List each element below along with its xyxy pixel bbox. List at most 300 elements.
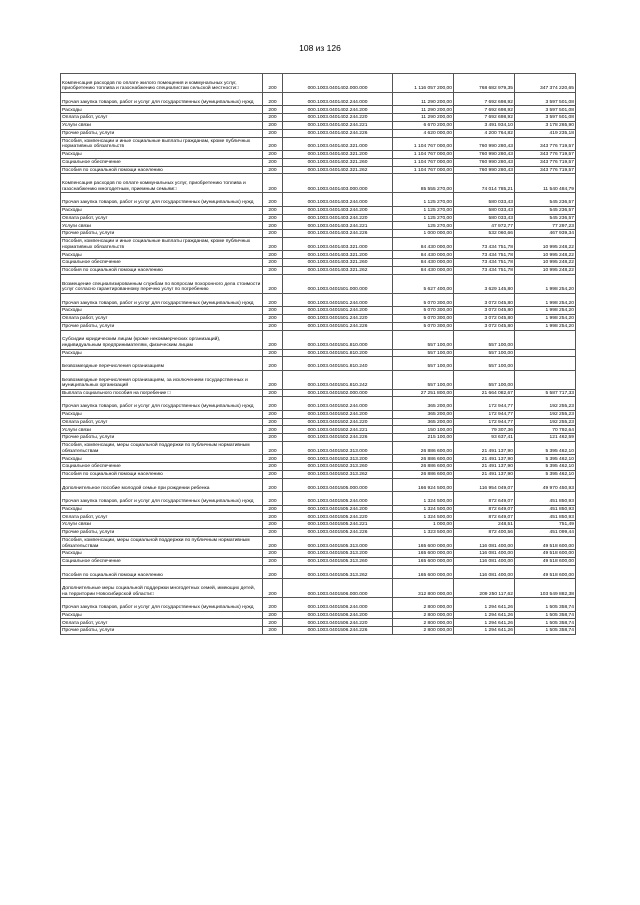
row-code-cell: 200 xyxy=(263,193,283,206)
row-executed-sum-cell: 760 990 280,43 xyxy=(454,150,515,158)
table-row xyxy=(61,471,576,479)
row-executed-sum-cell: 116 081 400,00 xyxy=(454,565,515,578)
row-approved-sum-cell: 1 323 500,00 xyxy=(393,529,454,537)
row-executed-sum-cell: 47 972,77 xyxy=(454,222,515,230)
row-classification-code-cell: 000.1003.0401502.313.200 xyxy=(283,455,393,463)
table-row xyxy=(61,418,576,426)
table-row xyxy=(61,206,576,214)
row-executed-sum-cell: 7 692 698,92 xyxy=(454,114,515,122)
row-code-cell: 200 xyxy=(263,174,283,193)
row-code-cell: 200 xyxy=(263,166,283,174)
row-code-cell: 200 xyxy=(263,114,283,122)
row-unexecuted-sum-cell: 1 998 254,20 xyxy=(515,314,576,322)
table-row xyxy=(61,266,576,274)
row-classification-code-cell: 000.1003.0401501.810.200 xyxy=(283,349,393,357)
row-name-cell: Оплата работ, услуг xyxy=(61,619,263,627)
row-unexecuted-sum-cell: 3 597 501,08 xyxy=(515,106,576,114)
table-row xyxy=(61,293,576,306)
row-name-cell: Возмещение специализированным службам по вопросам похоронного дела стоимости услуг согласно гарантированному перечню услуг по погребению xyxy=(61,274,263,293)
row-name-cell: Пособия, компенсации и иные социальные выплаты гражданам, кроме публичных нормативных обязательств xyxy=(61,137,263,150)
row-executed-sum-cell: 116 954 049,07 xyxy=(454,478,515,491)
row-classification-code-cell: 000.1003.0401505.244.221 xyxy=(283,521,393,529)
row-approved-sum-cell: 26 886 600,00 xyxy=(393,442,454,455)
row-classification-code-cell: 000.1003.0401505.244.200 xyxy=(283,505,393,513)
row-code-cell: 200 xyxy=(263,521,283,529)
row-approved-sum-cell: 26 886 600,00 xyxy=(393,463,454,471)
row-approved-sum-cell: 165 600 000,00 xyxy=(393,558,454,566)
row-name-cell: Безвозмездные перечисления организациям xyxy=(61,357,263,370)
row-code-cell: 200 xyxy=(263,418,283,426)
row-approved-sum-cell: 85 555 270,00 xyxy=(393,174,454,193)
row-approved-sum-cell: 557 100,00 xyxy=(393,330,454,349)
row-code-cell: 200 xyxy=(263,478,283,491)
row-name-cell: Прочие работы, услуги xyxy=(61,322,263,330)
row-approved-sum-cell: 1 125 270,00 xyxy=(393,193,454,206)
table-row xyxy=(61,492,576,505)
row-classification-code-cell: 000.1003.0401402.321.260 xyxy=(283,158,393,166)
row-unexecuted-sum-cell: 10 995 248,22 xyxy=(515,266,576,274)
row-executed-sum-cell: 3 629 145,80 xyxy=(454,274,515,293)
row-name-cell: Расходы xyxy=(61,251,263,259)
table-row xyxy=(61,322,576,330)
row-unexecuted-sum-cell: 347 374 220,65 xyxy=(515,74,576,93)
row-executed-sum-cell: 79 307,36 xyxy=(454,426,515,434)
row-classification-code-cell: 000.1003.0401506.244.226 xyxy=(283,627,393,635)
row-classification-code-cell: 000.1003.0401502.313.260 xyxy=(283,463,393,471)
row-approved-sum-cell: 125 270,00 xyxy=(393,222,454,230)
table-row xyxy=(61,513,576,521)
row-unexecuted-sum-cell: 1 505 358,74 xyxy=(515,619,576,627)
table-row xyxy=(61,121,576,129)
row-unexecuted-sum-cell: 343 776 719,57 xyxy=(515,137,576,150)
row-executed-sum-cell: 1 294 641,26 xyxy=(454,598,515,611)
row-approved-sum-cell: 1 104 767 000,00 xyxy=(393,158,454,166)
row-executed-sum-cell: 1 294 641,26 xyxy=(454,627,515,635)
row-name-cell: Субсидии юридическим лицам (кроме некоммерческих организаций), индивидуальным предпринимателям, физическим лицам xyxy=(61,330,263,349)
row-code-cell: 200 xyxy=(263,158,283,166)
row-classification-code-cell: 000.1003.0401502.244.000 xyxy=(283,397,393,410)
table-row xyxy=(61,230,576,238)
row-approved-sum-cell: 1 104 767 000,00 xyxy=(393,150,454,158)
row-executed-sum-cell: 532 060,66 xyxy=(454,230,515,238)
row-classification-code-cell: 000.1003.0401501.810.242 xyxy=(283,370,393,389)
table-row xyxy=(61,521,576,529)
row-unexecuted-sum-cell xyxy=(515,370,576,389)
row-classification-code-cell: 000.1003.0401505.244.220 xyxy=(283,513,393,521)
row-code-cell: 200 xyxy=(263,214,283,222)
row-name-cell: Социальное обеспечение xyxy=(61,558,263,566)
row-unexecuted-sum-cell: 49 970 450,93 xyxy=(515,478,576,491)
row-name-cell: Прочие работы, услуги xyxy=(61,627,263,635)
row-code-cell: 200 xyxy=(263,206,283,214)
row-approved-sum-cell: 166 924 500,00 xyxy=(393,478,454,491)
row-code-cell: 200 xyxy=(263,307,283,315)
table-row xyxy=(61,137,576,150)
row-classification-code-cell: 000.1003.0401403.244.221 xyxy=(283,222,393,230)
row-approved-sum-cell: 84 430 000,00 xyxy=(393,259,454,267)
row-approved-sum-cell: 312 800 000,00 xyxy=(393,579,454,598)
row-executed-sum-cell: 73 434 751,78 xyxy=(454,237,515,250)
row-name-cell: Расходы xyxy=(61,505,263,513)
row-classification-code-cell: 000.1003.0401501.244.200 xyxy=(283,307,393,315)
table-row xyxy=(61,259,576,267)
row-classification-code-cell: 000.1003.0401505.313.000 xyxy=(283,536,393,549)
row-executed-sum-cell: 73 434 751,78 xyxy=(454,266,515,274)
row-name-cell: Расходы xyxy=(61,550,263,558)
row-name-cell: Услуги связи xyxy=(61,222,263,230)
row-code-cell: 200 xyxy=(263,349,283,357)
row-approved-sum-cell: 165 600 000,00 xyxy=(393,536,454,549)
row-executed-sum-cell: 768 682 979,35 xyxy=(454,74,515,93)
row-code-cell: 200 xyxy=(263,370,283,389)
row-unexecuted-sum-cell: 49 518 600,00 xyxy=(515,558,576,566)
row-classification-code-cell: 000.1003.0401502.244.200 xyxy=(283,410,393,418)
row-name-cell: Пособия, компенсации и иные социальные выплаты гражданам, кроме публичных нормативных обязательств xyxy=(61,237,263,250)
table-row xyxy=(61,93,576,106)
row-approved-sum-cell: 2 800 000,00 xyxy=(393,611,454,619)
row-code-cell: 200 xyxy=(263,106,283,114)
row-approved-sum-cell: 11 290 200,00 xyxy=(393,93,454,106)
table-row xyxy=(61,529,576,537)
row-classification-code-cell: 000.1003.0401402.321.200 xyxy=(283,150,393,158)
row-unexecuted-sum-cell: 1 505 358,74 xyxy=(515,598,576,611)
row-code-cell: 200 xyxy=(263,322,283,330)
row-executed-sum-cell: 557 100,00 xyxy=(454,349,515,357)
row-classification-code-cell: 000.1003.0401403.000.000 xyxy=(283,174,393,193)
row-approved-sum-cell: 26 886 600,00 xyxy=(393,471,454,479)
row-classification-code-cell: 000.1003.0401501.000.000 xyxy=(283,274,393,293)
table-row xyxy=(61,251,576,259)
row-name-cell: Прочие работы, услуги xyxy=(61,529,263,537)
row-executed-sum-cell: 872 400,56 xyxy=(454,529,515,537)
row-code-cell: 200 xyxy=(263,266,283,274)
row-unexecuted-sum-cell: 70 792,64 xyxy=(515,426,576,434)
row-name-cell: Компенсация расходов по оплате коммунальных услуг, приобретению топлива и газоснабжению многодетным, приемным семьям□ xyxy=(61,174,263,193)
row-approved-sum-cell: 5 070 300,00 xyxy=(393,293,454,306)
row-classification-code-cell: 000.1003.0401501.244.226 xyxy=(283,322,393,330)
row-classification-code-cell: 000.1003.0401403.321.262 xyxy=(283,266,393,274)
row-code-cell: 200 xyxy=(263,222,283,230)
row-executed-sum-cell: 116 081 400,00 xyxy=(454,536,515,549)
row-unexecuted-sum-cell: 545 236,57 xyxy=(515,193,576,206)
row-code-cell: 200 xyxy=(263,565,283,578)
row-code-cell: 200 xyxy=(263,129,283,137)
row-name-cell: Расходы xyxy=(61,150,263,158)
row-unexecuted-sum-cell: 343 776 719,57 xyxy=(515,150,576,158)
table-row xyxy=(61,214,576,222)
row-classification-code-cell: 000.1003.0401506.000.000 xyxy=(283,579,393,598)
row-name-cell: Оплата работ, услуг xyxy=(61,513,263,521)
table-row xyxy=(61,627,576,635)
table-row xyxy=(61,129,576,137)
row-approved-sum-cell: 5 070 300,00 xyxy=(393,307,454,315)
row-approved-sum-cell: 84 430 000,00 xyxy=(393,266,454,274)
table-row xyxy=(61,598,576,611)
row-unexecuted-sum-cell: 10 995 248,22 xyxy=(515,237,576,250)
table-row xyxy=(61,166,576,174)
row-executed-sum-cell: 4 200 764,82 xyxy=(454,129,515,137)
row-classification-code-cell: 000.1003.0401502.244.220 xyxy=(283,418,393,426)
row-name-cell: Прочие работы, услуги xyxy=(61,230,263,238)
table-row xyxy=(61,397,576,410)
budget-execution-table xyxy=(60,73,576,635)
row-approved-sum-cell: 365 200,00 xyxy=(393,410,454,418)
row-unexecuted-sum-cell: 751,49 xyxy=(515,521,576,529)
row-executed-sum-cell: 21 491 137,90 xyxy=(454,455,515,463)
row-approved-sum-cell: 11 290 200,00 xyxy=(393,106,454,114)
row-executed-sum-cell: 7 692 698,92 xyxy=(454,93,515,106)
row-unexecuted-sum-cell: 192 255,23 xyxy=(515,397,576,410)
row-classification-code-cell: 000.1003.0401403.244.000 xyxy=(283,193,393,206)
row-classification-code-cell: 000.1003.0401402.321.000 xyxy=(283,137,393,150)
row-classification-code-cell: 000.1003.0401505.000.000 xyxy=(283,478,393,491)
table-body xyxy=(61,74,576,635)
row-name-cell: Расходы xyxy=(61,106,263,114)
row-name-cell: Услуги связи xyxy=(61,426,263,434)
row-name-cell: Выплата социального пособия на погребение □ xyxy=(61,389,263,397)
row-name-cell: Компенсация расходов по оплате жилого помещения и коммунальных услуг, приобретению топлива и газоснабжению специалистам сельской местности□ xyxy=(61,74,263,93)
row-classification-code-cell: 000.1003.0401402.000.000 xyxy=(283,74,393,93)
row-name-cell: Расходы xyxy=(61,307,263,315)
row-code-cell: 200 xyxy=(263,330,283,349)
row-unexecuted-sum-cell: 121 462,59 xyxy=(515,434,576,442)
row-unexecuted-sum-cell: 3 597 501,08 xyxy=(515,93,576,106)
row-code-cell: 200 xyxy=(263,397,283,410)
table-row xyxy=(61,611,576,619)
row-unexecuted-sum-cell xyxy=(515,349,576,357)
row-executed-sum-cell: 172 944,77 xyxy=(454,418,515,426)
row-executed-sum-cell: 73 434 751,78 xyxy=(454,251,515,259)
row-code-cell: 200 xyxy=(263,150,283,158)
row-approved-sum-cell: 365 200,00 xyxy=(393,397,454,410)
table-row xyxy=(61,505,576,513)
row-classification-code-cell: 000.1003.0401402.244.200 xyxy=(283,106,393,114)
row-unexecuted-sum-cell: 3 597 501,08 xyxy=(515,114,576,122)
row-approved-sum-cell: 2 800 000,00 xyxy=(393,627,454,635)
row-name-cell: Пособия по социальной помощи населению xyxy=(61,266,263,274)
row-code-cell: 200 xyxy=(263,513,283,521)
row-unexecuted-sum-cell xyxy=(515,357,576,370)
row-approved-sum-cell: 1 104 767 000,00 xyxy=(393,137,454,150)
row-name-cell: Дополнительное пособие молодой семье при рождении ребенка xyxy=(61,478,263,491)
row-classification-code-cell: 000.1003.0401403.321.260 xyxy=(283,259,393,267)
row-executed-sum-cell: 21 491 137,90 xyxy=(454,471,515,479)
table-row xyxy=(61,455,576,463)
row-approved-sum-cell: 5 627 400,00 xyxy=(393,274,454,293)
row-code-cell: 200 xyxy=(263,536,283,549)
row-approved-sum-cell: 6 670 200,00 xyxy=(393,121,454,129)
row-executed-sum-cell: 580 033,43 xyxy=(454,193,515,206)
row-name-cell: Услуги связи xyxy=(61,121,263,129)
row-approved-sum-cell: 1 324 500,00 xyxy=(393,513,454,521)
table-row xyxy=(61,565,576,578)
row-executed-sum-cell: 1 294 641,26 xyxy=(454,611,515,619)
row-name-cell: Оплата работ, услуг xyxy=(61,114,263,122)
row-code-cell: 200 xyxy=(263,237,283,250)
row-approved-sum-cell: 2 800 000,00 xyxy=(393,619,454,627)
row-classification-code-cell: 000.1003.0401402.244.000 xyxy=(283,93,393,106)
row-code-cell: 200 xyxy=(263,492,283,505)
row-code-cell: 200 xyxy=(263,579,283,598)
row-code-cell: 200 xyxy=(263,259,283,267)
row-classification-code-cell: 000.1003.0401501.810.240 xyxy=(283,357,393,370)
row-name-cell: Пособия по социальной помощи населению xyxy=(61,471,263,479)
row-name-cell: Расходы xyxy=(61,206,263,214)
row-name-cell: Пособия по социальной помощи населению xyxy=(61,166,263,174)
row-approved-sum-cell: 5 070 300,00 xyxy=(393,322,454,330)
row-executed-sum-cell: 116 081 400,00 xyxy=(454,558,515,566)
row-classification-code-cell: 000.1003.0401505.244.226 xyxy=(283,529,393,537)
row-unexecuted-sum-cell: 5 395 462,10 xyxy=(515,455,576,463)
row-approved-sum-cell: 557 100,00 xyxy=(393,357,454,370)
row-code-cell: 200 xyxy=(263,558,283,566)
row-name-cell: Прочая закупка товаров, работ и услуг для государственных (муниципальных) нужд xyxy=(61,293,263,306)
row-classification-code-cell: 000.1003.0401403.244.226 xyxy=(283,230,393,238)
row-classification-code-cell: 000.1003.0401506.244.200 xyxy=(283,611,393,619)
row-approved-sum-cell: 150 100,00 xyxy=(393,426,454,434)
row-classification-code-cell: 000.1003.0401402.244.226 xyxy=(283,129,393,137)
row-executed-sum-cell: 209 250 117,62 xyxy=(454,579,515,598)
row-name-cell: Прочие работы, услуги xyxy=(61,434,263,442)
row-approved-sum-cell: 1 324 500,00 xyxy=(393,492,454,505)
row-executed-sum-cell: 1 294 641,26 xyxy=(454,619,515,627)
row-classification-code-cell: 000.1003.0401506.244.220 xyxy=(283,619,393,627)
row-classification-code-cell: 000.1003.0401502.244.221 xyxy=(283,426,393,434)
row-unexecuted-sum-cell: 10 995 248,22 xyxy=(515,259,576,267)
row-classification-code-cell: 000.1003.0401502.313.000 xyxy=(283,442,393,455)
row-code-cell: 200 xyxy=(263,251,283,259)
row-approved-sum-cell: 1 000 000,00 xyxy=(393,230,454,238)
row-executed-sum-cell: 760 990 280,43 xyxy=(454,137,515,150)
row-executed-sum-cell: 872 649,07 xyxy=(454,492,515,505)
row-classification-code-cell: 000.1003.0401505.313.260 xyxy=(283,558,393,566)
row-code-cell: 200 xyxy=(263,505,283,513)
row-executed-sum-cell: 3 072 045,80 xyxy=(454,307,515,315)
row-unexecuted-sum-cell: 77 297,23 xyxy=(515,222,576,230)
row-executed-sum-cell: 172 944,77 xyxy=(454,397,515,410)
row-name-cell: Прочая закупка товаров, работ и услуг для государственных (муниципальных) нужд xyxy=(61,397,263,410)
table-row xyxy=(61,558,576,566)
row-executed-sum-cell: 116 081 400,00 xyxy=(454,550,515,558)
table-row xyxy=(61,550,576,558)
row-approved-sum-cell: 27 251 800,00 xyxy=(393,389,454,397)
row-approved-sum-cell: 26 886 600,00 xyxy=(393,455,454,463)
row-executed-sum-cell: 7 692 698,92 xyxy=(454,106,515,114)
row-unexecuted-sum-cell: 192 255,23 xyxy=(515,410,576,418)
row-name-cell: Оплата работ, услуг xyxy=(61,214,263,222)
table-row xyxy=(61,150,576,158)
row-unexecuted-sum-cell: 1 998 254,20 xyxy=(515,293,576,306)
row-approved-sum-cell: 557 100,00 xyxy=(393,370,454,389)
row-name-cell: Расходы xyxy=(61,349,263,357)
row-name-cell: Прочая закупка товаров, работ и услуг для государственных (муниципальных) нужд xyxy=(61,598,263,611)
row-executed-sum-cell: 580 033,43 xyxy=(454,214,515,222)
table-row xyxy=(61,330,576,349)
row-approved-sum-cell: 4 620 000,00 xyxy=(393,129,454,137)
table-row xyxy=(61,536,576,549)
row-name-cell: Оплата работ, услуг xyxy=(61,314,263,322)
row-code-cell: 200 xyxy=(263,121,283,129)
row-approved-sum-cell: 1 116 057 200,00 xyxy=(393,74,454,93)
table-row xyxy=(61,442,576,455)
row-executed-sum-cell: 74 014 785,21 xyxy=(454,174,515,193)
row-code-cell: 200 xyxy=(263,442,283,455)
row-approved-sum-cell: 1 324 500,00 xyxy=(393,505,454,513)
row-executed-sum-cell: 248,51 xyxy=(454,521,515,529)
row-code-cell: 200 xyxy=(263,471,283,479)
table-row xyxy=(61,237,576,250)
row-executed-sum-cell: 3 072 045,80 xyxy=(454,293,515,306)
table-row xyxy=(61,106,576,114)
row-approved-sum-cell: 1 104 767 000,00 xyxy=(393,166,454,174)
row-name-cell: Услуги связи xyxy=(61,521,263,529)
row-executed-sum-cell: 21 491 137,90 xyxy=(454,463,515,471)
row-unexecuted-sum-cell: 11 540 484,79 xyxy=(515,174,576,193)
row-unexecuted-sum-cell xyxy=(515,330,576,349)
table-row xyxy=(61,307,576,315)
row-code-cell: 200 xyxy=(263,550,283,558)
row-executed-sum-cell: 557 100,00 xyxy=(454,370,515,389)
row-name-cell: Прочая закупка товаров, работ и услуг для государственных (муниципальных) нужд xyxy=(61,492,263,505)
row-approved-sum-cell: 1 125 270,00 xyxy=(393,206,454,214)
row-approved-sum-cell: 1 000,00 xyxy=(393,521,454,529)
row-classification-code-cell: 000.1003.0401501.810.000 xyxy=(283,330,393,349)
table-row xyxy=(61,174,576,193)
row-code-cell: 200 xyxy=(263,611,283,619)
row-approved-sum-cell: 84 430 000,00 xyxy=(393,237,454,250)
row-executed-sum-cell: 21 664 082,67 xyxy=(454,389,515,397)
row-classification-code-cell: 000.1003.0401403.321.000 xyxy=(283,237,393,250)
row-executed-sum-cell: 93 637,41 xyxy=(454,434,515,442)
page-number: 108 из 126 xyxy=(299,43,341,53)
row-executed-sum-cell: 760 990 280,43 xyxy=(454,158,515,166)
row-classification-code-cell: 000.1003.0401506.244.000 xyxy=(283,598,393,611)
row-unexecuted-sum-cell: 49 518 600,00 xyxy=(515,565,576,578)
row-classification-code-cell: 000.1003.0401502.000.000 xyxy=(283,389,393,397)
row-unexecuted-sum-cell: 545 236,57 xyxy=(515,214,576,222)
table-row xyxy=(61,463,576,471)
row-name-cell: Социальное обеспечение xyxy=(61,259,263,267)
row-classification-code-cell: 000.1003.0401501.244.220 xyxy=(283,314,393,322)
table-row xyxy=(61,389,576,397)
table-row xyxy=(61,158,576,166)
row-unexecuted-sum-cell: 5 587 717,33 xyxy=(515,389,576,397)
row-classification-code-cell: 000.1003.0401403.321.200 xyxy=(283,251,393,259)
row-classification-code-cell: 000.1003.0401505.313.200 xyxy=(283,550,393,558)
row-name-cell: Дополнительные меры социальной поддержки многодетных семей, имеющих детей, на территории Новосибирской области□ xyxy=(61,579,263,598)
row-name-cell: Расходы xyxy=(61,455,263,463)
row-executed-sum-cell: 557 100,00 xyxy=(454,357,515,370)
row-unexecuted-sum-cell: 451 850,93 xyxy=(515,505,576,513)
row-classification-code-cell: 000.1003.0401403.244.220 xyxy=(283,214,393,222)
row-code-cell: 200 xyxy=(263,137,283,150)
row-name-cell: Расходы xyxy=(61,611,263,619)
table-row xyxy=(61,314,576,322)
row-code-cell: 200 xyxy=(263,426,283,434)
row-name-cell: Пособия, компенсации, меры социальной поддержки по публичным нормативным обязательствам xyxy=(61,442,263,455)
row-unexecuted-sum-cell: 343 776 719,57 xyxy=(515,166,576,174)
row-classification-code-cell: 000.1003.0401502.313.262 xyxy=(283,471,393,479)
row-unexecuted-sum-cell: 1 998 254,20 xyxy=(515,322,576,330)
row-code-cell: 200 xyxy=(263,455,283,463)
row-classification-code-cell: 000.1003.0401502.244.226 xyxy=(283,434,393,442)
row-code-cell: 200 xyxy=(263,293,283,306)
row-classification-code-cell: 000.1003.0401402.244.220 xyxy=(283,114,393,122)
row-unexecuted-sum-cell: 5 395 462,10 xyxy=(515,463,576,471)
row-approved-sum-cell: 84 430 000,00 xyxy=(393,251,454,259)
row-approved-sum-cell: 2 800 000,00 xyxy=(393,598,454,611)
row-unexecuted-sum-cell: 451 099,44 xyxy=(515,529,576,537)
